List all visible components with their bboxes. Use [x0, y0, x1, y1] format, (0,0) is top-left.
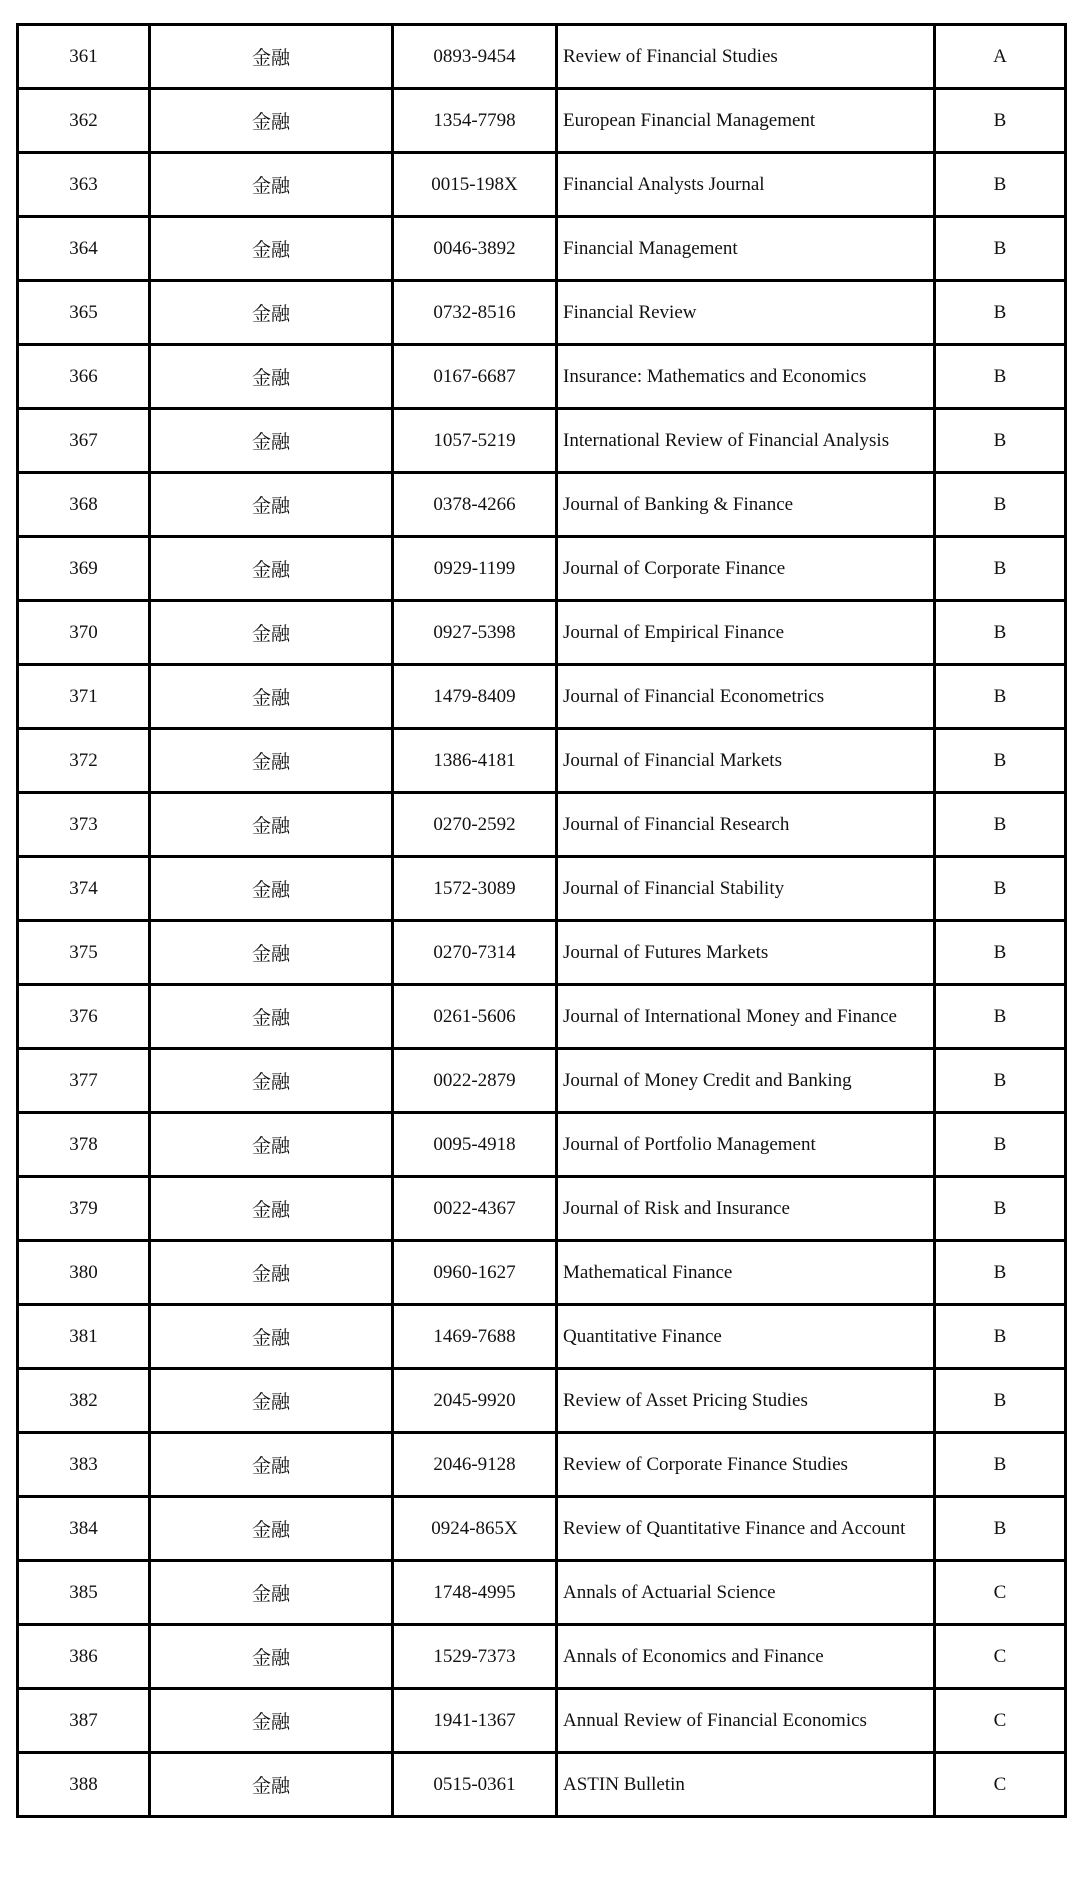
issn-cell: 0378-4266: [393, 473, 557, 537]
grade-cell: B: [935, 473, 1066, 537]
table-row: [18, 1241, 1066, 1305]
issn-cell: 1941-1367: [393, 1689, 557, 1753]
table-row: [18, 1433, 1066, 1497]
table-row: [18, 1689, 1066, 1753]
issn-cell: 0927-5398: [393, 601, 557, 665]
table-row: [18, 345, 1066, 409]
category-cell: 金融: [150, 281, 393, 345]
row-number: 368: [18, 473, 150, 537]
journal-name-cell: Financial Review: [557, 281, 935, 345]
category-cell: 金融: [150, 1561, 393, 1625]
grade-cell: B: [935, 1177, 1066, 1241]
issn-cell: 0167-6687: [393, 345, 557, 409]
journal-name-cell: Annals of Economics and Finance: [557, 1625, 935, 1689]
category-cell: 金融: [150, 1497, 393, 1561]
issn-cell: 0929-1199: [393, 537, 557, 601]
table-row: [18, 153, 1066, 217]
journal-name-cell: Review of Asset Pricing Studies: [557, 1369, 935, 1433]
category-cell: 金融: [150, 409, 393, 473]
table-row: [18, 985, 1066, 1049]
grade-cell: B: [935, 985, 1066, 1049]
category-cell: 金融: [150, 1625, 393, 1689]
grade-cell: B: [935, 1241, 1066, 1305]
journal-name-cell: Review of Quantitative Finance and Account: [557, 1497, 935, 1561]
journal-table: [16, 23, 1067, 1818]
category-cell: 金融: [150, 985, 393, 1049]
journal-name-cell: Journal of Banking & Finance: [557, 473, 935, 537]
issn-cell: 1469-7688: [393, 1305, 557, 1369]
grade-cell: B: [935, 921, 1066, 985]
row-number: 382: [18, 1369, 150, 1433]
table-row: [18, 217, 1066, 281]
row-number: 366: [18, 345, 150, 409]
issn-cell: 1354-7798: [393, 89, 557, 153]
row-number: 375: [18, 921, 150, 985]
issn-cell: 1529-7373: [393, 1625, 557, 1689]
table-row: [18, 1625, 1066, 1689]
row-number: 383: [18, 1433, 150, 1497]
category-cell: 金融: [150, 665, 393, 729]
journal-name-cell: Journal of Money Credit and Banking: [557, 1049, 935, 1113]
issn-cell: 2046-9128: [393, 1433, 557, 1497]
row-number: 385: [18, 1561, 150, 1625]
row-number: 364: [18, 217, 150, 281]
issn-cell: 0261-5606: [393, 985, 557, 1049]
grade-cell: B: [935, 537, 1066, 601]
row-number: 374: [18, 857, 150, 921]
table-row: [18, 537, 1066, 601]
issn-cell: 0270-2592: [393, 793, 557, 857]
grade-cell: B: [935, 1113, 1066, 1177]
row-number: 378: [18, 1113, 150, 1177]
issn-cell: 0515-0361: [393, 1753, 557, 1817]
grade-cell: C: [935, 1561, 1066, 1625]
grade-cell: B: [935, 281, 1066, 345]
journal-name-cell: Quantitative Finance: [557, 1305, 935, 1369]
grade-cell: B: [935, 793, 1066, 857]
row-number: 386: [18, 1625, 150, 1689]
grade-cell: B: [935, 665, 1066, 729]
category-cell: 金融: [150, 537, 393, 601]
table-row: [18, 409, 1066, 473]
issn-cell: 0022-4367: [393, 1177, 557, 1241]
table-row: [18, 1113, 1066, 1177]
row-number: 376: [18, 985, 150, 1049]
journal-name-cell: Financial Management: [557, 217, 935, 281]
row-number: 379: [18, 1177, 150, 1241]
category-cell: 金融: [150, 1177, 393, 1241]
category-cell: 金融: [150, 1689, 393, 1753]
journal-name-cell: Journal of Corporate Finance: [557, 537, 935, 601]
issn-cell: 0924-865X: [393, 1497, 557, 1561]
issn-cell: 0015-198X: [393, 153, 557, 217]
row-number: 373: [18, 793, 150, 857]
grade-cell: C: [935, 1625, 1066, 1689]
grade-cell: A: [935, 25, 1066, 89]
table-row: [18, 793, 1066, 857]
table-row: [18, 1369, 1066, 1433]
journal-name-cell: Financial Analysts Journal: [557, 153, 935, 217]
issn-cell: 2045-9920: [393, 1369, 557, 1433]
table-row: [18, 1305, 1066, 1369]
row-number: 367: [18, 409, 150, 473]
issn-cell: 1748-4995: [393, 1561, 557, 1625]
journal-name-cell: Journal of Risk and Insurance: [557, 1177, 935, 1241]
table-row: [18, 601, 1066, 665]
category-cell: 金融: [150, 1433, 393, 1497]
row-number: 388: [18, 1753, 150, 1817]
table-row: [18, 729, 1066, 793]
table-row: [18, 1177, 1066, 1241]
grade-cell: B: [935, 729, 1066, 793]
category-cell: 金融: [150, 1113, 393, 1177]
row-number: 380: [18, 1241, 150, 1305]
journal-name-cell: Journal of Empirical Finance: [557, 601, 935, 665]
journal-name-cell: Journal of Financial Research: [557, 793, 935, 857]
category-cell: 金融: [150, 1753, 393, 1817]
grade-cell: B: [935, 1433, 1066, 1497]
journal-name-cell: Insurance: Mathematics and Economics: [557, 345, 935, 409]
row-number: 370: [18, 601, 150, 665]
category-cell: 金融: [150, 1049, 393, 1113]
grade-cell: B: [935, 345, 1066, 409]
journal-name-cell: Journal of Financial Econometrics: [557, 665, 935, 729]
row-number: 369: [18, 537, 150, 601]
journal-name-cell: European Financial Management: [557, 89, 935, 153]
grade-cell: B: [935, 1049, 1066, 1113]
grade-cell: B: [935, 153, 1066, 217]
table-row: [18, 25, 1066, 89]
category-cell: 金融: [150, 473, 393, 537]
category-cell: 金融: [150, 217, 393, 281]
table-row: [18, 921, 1066, 985]
grade-cell: B: [935, 1305, 1066, 1369]
issn-cell: 1386-4181: [393, 729, 557, 793]
issn-cell: 0732-8516: [393, 281, 557, 345]
journal-name-cell: Journal of Futures Markets: [557, 921, 935, 985]
issn-cell: 0022-2879: [393, 1049, 557, 1113]
row-number: 371: [18, 665, 150, 729]
row-number: 363: [18, 153, 150, 217]
table-row: [18, 1049, 1066, 1113]
category-cell: 金融: [150, 921, 393, 985]
journal-name-cell: Review of Corporate Finance Studies: [557, 1433, 935, 1497]
category-cell: 金融: [150, 601, 393, 665]
category-cell: 金融: [150, 729, 393, 793]
journal-name-cell: Journal of Financial Stability: [557, 857, 935, 921]
journal-name-cell: Annual Review of Financial Economics: [557, 1689, 935, 1753]
issn-cell: 0046-3892: [393, 217, 557, 281]
issn-cell: 0270-7314: [393, 921, 557, 985]
row-number: 387: [18, 1689, 150, 1753]
table-row: [18, 665, 1066, 729]
table-row: [18, 1753, 1066, 1817]
category-cell: 金融: [150, 1305, 393, 1369]
journal-name-cell: Journal of Financial Markets: [557, 729, 935, 793]
table-row: [18, 89, 1066, 153]
issn-cell: 1057-5219: [393, 409, 557, 473]
journal-name-cell: Annals of Actuarial Science: [557, 1561, 935, 1625]
grade-cell: B: [935, 217, 1066, 281]
row-number: 384: [18, 1497, 150, 1561]
category-cell: 金融: [150, 1369, 393, 1433]
category-cell: 金融: [150, 345, 393, 409]
issn-cell: 1479-8409: [393, 665, 557, 729]
journal-name-cell: Journal of International Money and Finance: [557, 985, 935, 1049]
journal-name-cell: ASTIN Bulletin: [557, 1753, 935, 1817]
grade-cell: B: [935, 1369, 1066, 1433]
table-row: [18, 473, 1066, 537]
category-cell: 金融: [150, 793, 393, 857]
grade-cell: C: [935, 1753, 1066, 1817]
grade-cell: B: [935, 89, 1066, 153]
journal-table-body: [18, 25, 1066, 1817]
journal-name-cell: Review of Financial Studies: [557, 25, 935, 89]
journal-name-cell: Mathematical Finance: [557, 1241, 935, 1305]
issn-cell: 0960-1627: [393, 1241, 557, 1305]
grade-cell: B: [935, 409, 1066, 473]
table-row: [18, 1561, 1066, 1625]
grade-cell: B: [935, 1497, 1066, 1561]
row-number: 377: [18, 1049, 150, 1113]
category-cell: 金融: [150, 89, 393, 153]
issn-cell: 0095-4918: [393, 1113, 557, 1177]
row-number: 362: [18, 89, 150, 153]
category-cell: 金融: [150, 1241, 393, 1305]
issn-cell: 0893-9454: [393, 25, 557, 89]
row-number: 372: [18, 729, 150, 793]
grade-cell: B: [935, 857, 1066, 921]
row-number: 381: [18, 1305, 150, 1369]
row-number: 365: [18, 281, 150, 345]
table-row: [18, 857, 1066, 921]
row-number: 361: [18, 25, 150, 89]
journal-name-cell: Journal of Portfolio Management: [557, 1113, 935, 1177]
journal-name-cell: International Review of Financial Analysis: [557, 409, 935, 473]
category-cell: 金融: [150, 25, 393, 89]
category-cell: 金融: [150, 153, 393, 217]
issn-cell: 1572-3089: [393, 857, 557, 921]
table-row: [18, 281, 1066, 345]
table-row: [18, 1497, 1066, 1561]
category-cell: 金融: [150, 857, 393, 921]
grade-cell: B: [935, 601, 1066, 665]
grade-cell: C: [935, 1689, 1066, 1753]
